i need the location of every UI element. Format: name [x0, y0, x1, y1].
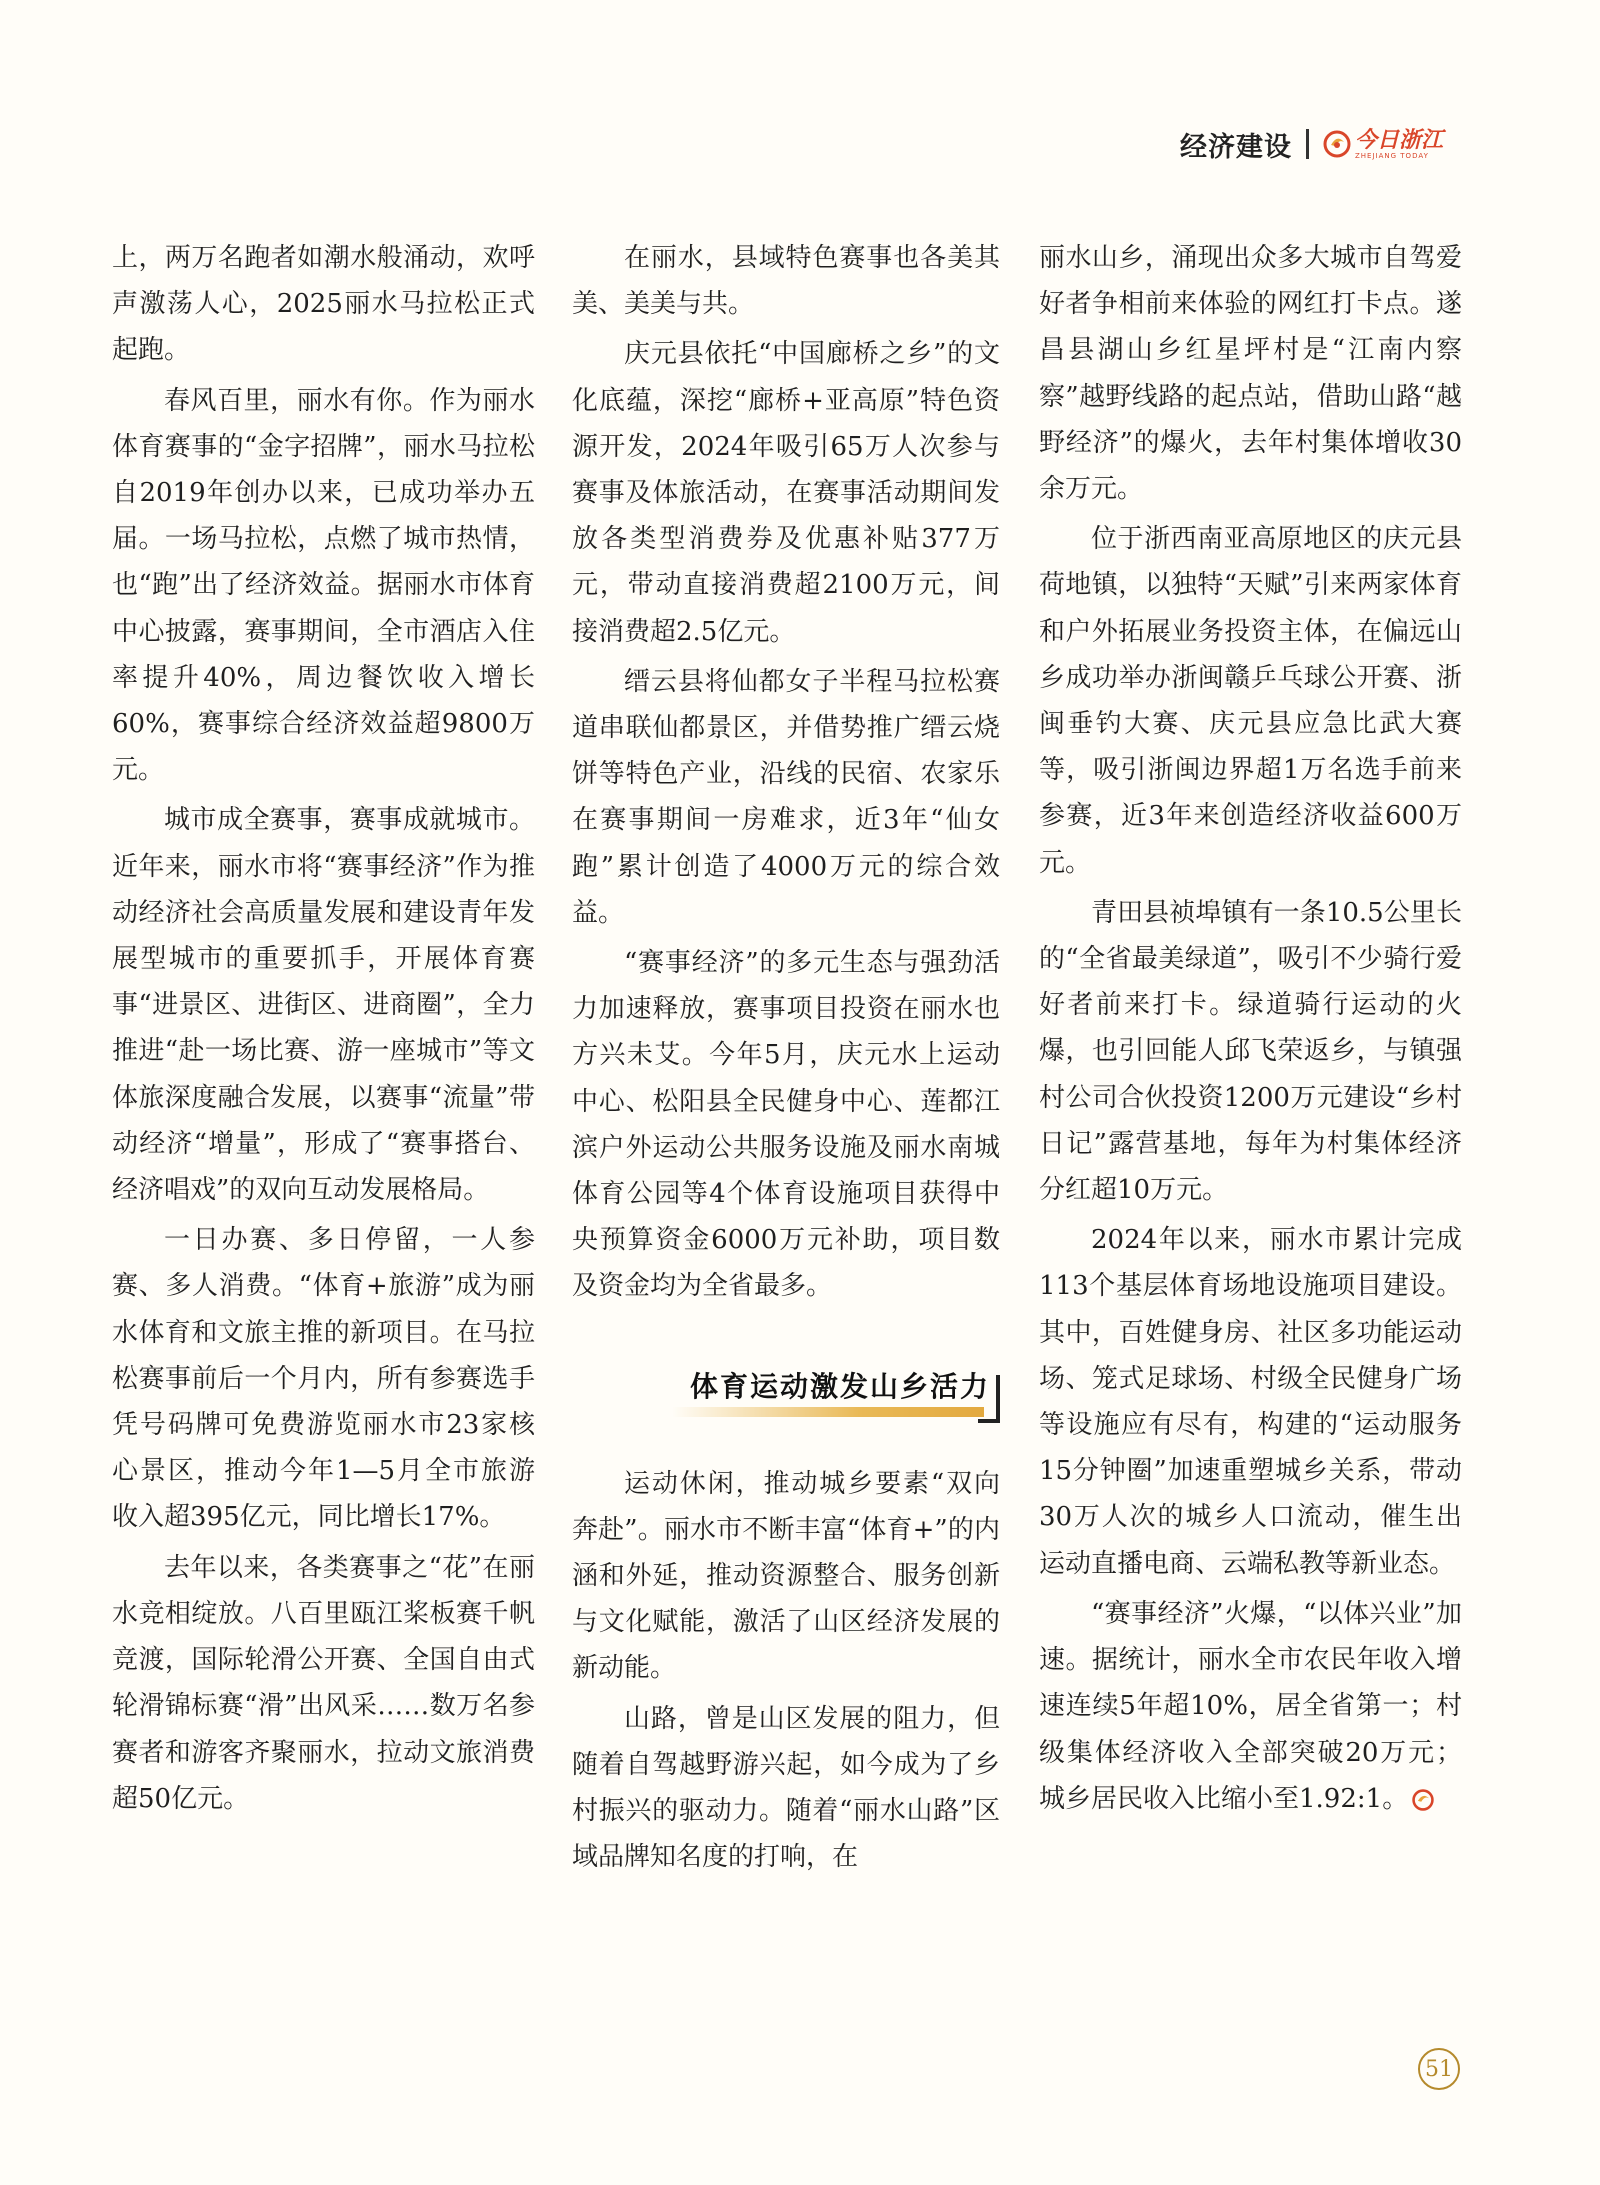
paragraph: 2024年以来，丽水市累计完成113个基层体育场地设施项目建设。其中，百姓健身房、社区多功能运动场、笼式足球场、村级全民健身广场等设施应有尽有，构建的“运动服务15分钟圈”加速重塑城乡关系，带动30万人次的城乡人口流动，催生出运动直播电商、云端私教等新业态。 [1039, 1225, 1462, 1579]
paragraph: 运动休闲，推动城乡要素“双向奔赴”。丽水市不断丰富“体育+”的内涵和外延，推动资源整合、服务创新与文化赋能，激活了山区经济发展的新动能。 [572, 1468, 1000, 1684]
subheading-bracket-foot [978, 1419, 1000, 1423]
paragraph: 青田县祯埠镇有一条10.5公里长的“全省最美绿道”，吸引不少骑行爱好者前来打卡。绿道骑行运动的火爆，也引回能人邱飞荣返乡，与镇强村公司合伙投资1200万元建设“乡村日记”露营基地，每年为村集体经济分红超10万元。 [1039, 897, 1462, 1206]
magazine-logo [1323, 128, 1443, 161]
subheading-text: 体育运动激发山乡活力 [689, 1369, 990, 1403]
paragraph: 城市成全赛事，赛事成就城市。近年来，丽水市将“赛事经济”作为推动经济社会高质量发展和建设青年发展型城市的重要抓手，开展体育赛事“进景区、进街区、进商圈”，全力推进“赴一场比赛、游一座城市”等文体旅深度融合发展，以赛事“流量”带动经济“增量”，形成了“赛事搭台、经济唱戏”的双向互动发展格局。 [112, 805, 535, 1206]
page-number: 51 [1418, 2048, 1460, 2090]
paragraph: 春风百里，丽水有你。作为丽水体育赛事的“金字招牌”，丽水马拉松自2019年创办以来，已成功举办五届。一场马拉松，点燃了城市热情，也“跑”出了经济效益。据丽水市体育中心披露，赛事期间，全市酒店入住率提升40%，周边餐饮收入增长60%，赛事综合经济效益超9800万元。 [112, 385, 535, 786]
article-end-icon [1411, 1788, 1435, 1812]
paragraph: “赛事经济”的多元生态与强劲活力加速释放，赛事项目投资在丽水也方兴未艾。今年5月，庆元水上运动中心、松阳县全民健身中心、莲都江滨户外运动公共服务设施及丽水南城体育公园等4个体育设施项目获得中央预算资金6000万元补助，项目数及资金均为全省最多。 [572, 948, 1000, 1302]
paragraph: 山路，曾是山区发展的阻力，但随着自驾越野游兴起，如今成为了乡村振兴的驱动力。随着“丽水山路”区域品牌知名度的打响，在 [572, 1703, 1000, 1873]
article-column-3 [1039, 235, 1462, 1826]
paragraph: 上，两万名跑者如潮水般涌动，欢呼声激荡人心，2025丽水马拉松正式起跑。 [112, 243, 535, 366]
article-column-2 [572, 235, 1000, 1885]
paragraph: 丽水山乡，涌现出众多大城市自驾爱好者争相前来体验的网红打卡点。遂昌县湖山乡红星坪村是“江南内察察”越野线路的起点站，借助山路“越野经济”的爆火，去年村集体增收30余万元。 [1039, 243, 1462, 505]
paragraph: 去年以来，各类赛事之“花”在丽水竞相绽放。八百里瓯江桨板赛千帆竞渡，国际轮滑公开赛、全国自由式轮滑锦标赛“滑”出风采……数万名参赛者和游客齐聚丽水，拉动文旅消费超50亿元。 [112, 1552, 535, 1814]
paragraph: 庆元县依托“中国廊桥之乡”的文化底蕴，深挖“廊桥+亚高原”特色资源开发，2024年吸引65万人次参与赛事及体旅活动，在赛事活动期间发放各类型消费券及优惠补贴377万元，带动直接消费超2100万元，间接消费超2.5亿元。 [572, 339, 1000, 647]
paragraph: 位于浙西南亚高原地区的庆元县荷地镇，以独特“天赋”引来两家体育和户外拓展业务投资主体，在偏远山乡成功举办浙闽赣乒乓球公开赛、浙闽垂钓大赛、庆元县应急比武大赛等，吸引浙闽边界超1万名选手前来参赛，近3年来创造经济收益600万元。 [1039, 524, 1462, 878]
section-subheading [572, 1365, 1000, 1425]
logo-english-text: ZHEJIANG TODAY [1355, 151, 1429, 160]
subheading-highlight-bar [672, 1407, 984, 1417]
section-label: 经济建设 [1180, 131, 1292, 163]
logo-swirl-icon [1323, 130, 1351, 158]
article-column-1 [112, 235, 535, 1826]
logo-chinese-text: 今日浙江 [1355, 126, 1444, 153]
paragraph: 一日办赛、多日停留，一人参赛、多人消费。“体育+旅游”成为丽水体育和文旅主推的新项目。在马拉松赛事前后一个月内，所有参赛选手凭号码牌可免费游览丽水市23家核心景区，推动今年1—5月全市旅游收入超395亿元，同比增长17%。 [112, 1225, 535, 1533]
paragraph: 在丽水，县域特色赛事也各美其美、美美与共。 [572, 243, 1000, 320]
header-divider [1306, 129, 1309, 159]
subheading-bracket [996, 1375, 1000, 1423]
paragraph-last [1039, 1591, 1462, 1822]
paragraph-last-text: “赛事经济”火爆，“以体兴业”加速。据统计，丽水全市农民年收入增速连续5年超10%，居全省第一；村级集体经济收入全部突破20万元；城乡居民收入比缩小至1.92:1。 [1039, 1598, 1462, 1814]
page-header [1180, 118, 1480, 170]
paragraph: 缙云县将仙都女子半程马拉松赛道串联仙都景区，并借势推广缙云烧饼等特色产业，沿线的民宿、农家乐在赛事期间一房难求，近3年“仙女跑”累计创造了4000万元的综合效益。 [572, 666, 1000, 928]
